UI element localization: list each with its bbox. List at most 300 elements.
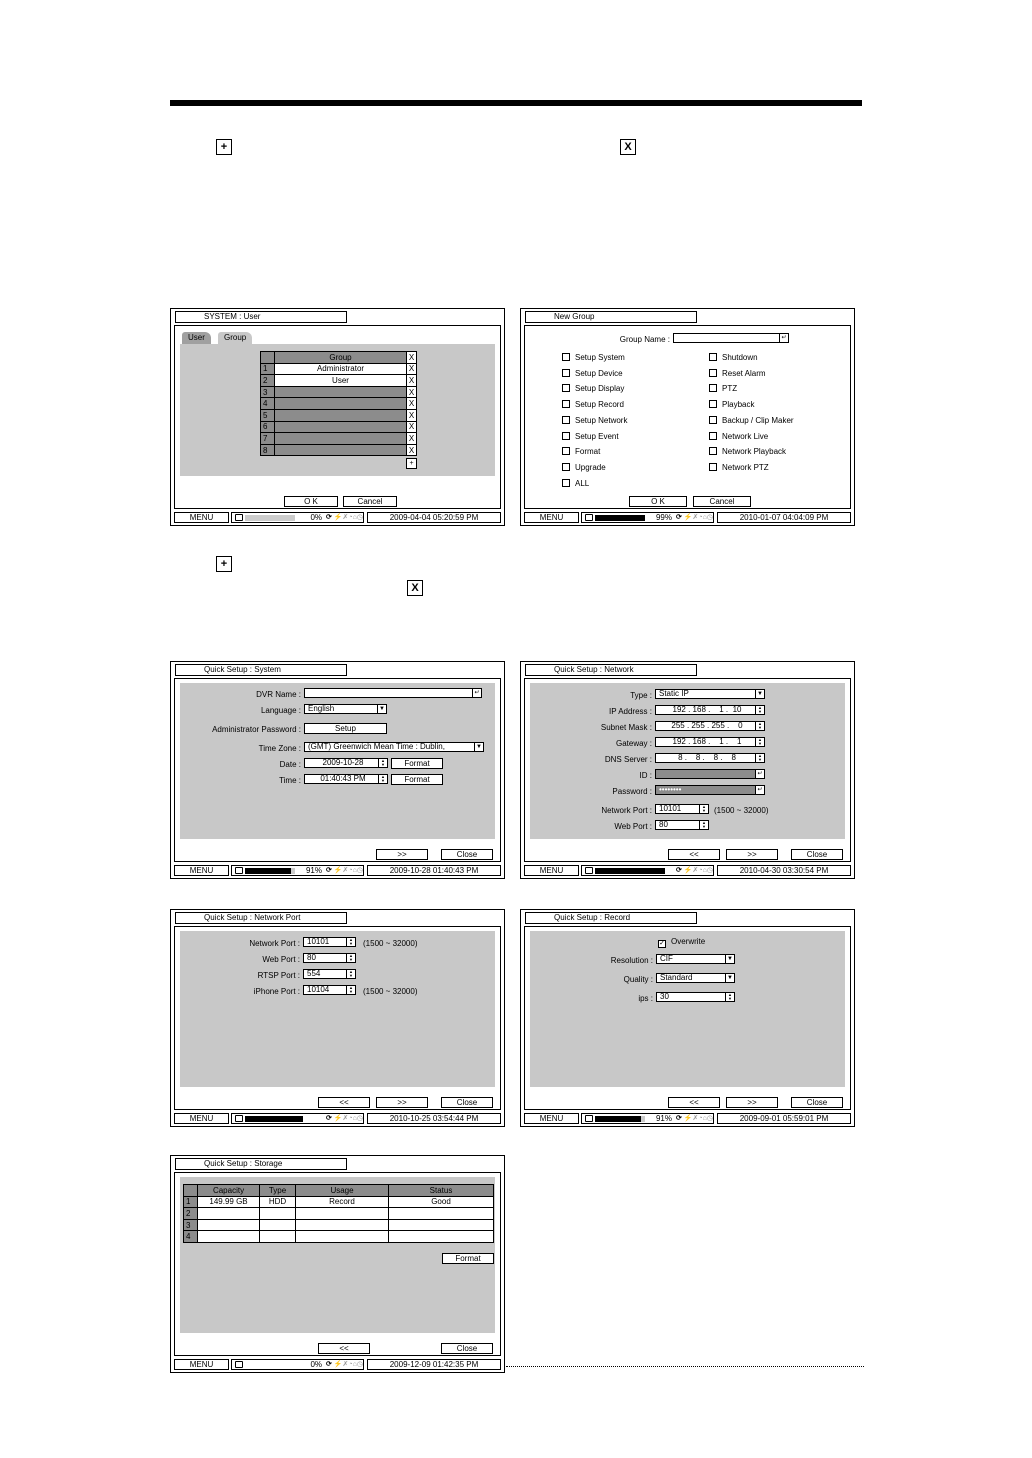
gateway-field[interactable] [655,737,765,747]
checkbox-icon [709,400,717,408]
group-row[interactable] [261,363,417,375]
group-row[interactable] [261,375,417,387]
hdd-usage-fill [595,1116,641,1122]
storage-capacity [198,1231,260,1243]
storage-type [260,1231,296,1243]
chevron-down-icon[interactable]: ▼ [725,974,734,982]
dns-server-field[interactable] [655,753,765,763]
time-zone-label: Time Zone : [258,744,301,753]
stepper-icon[interactable]: ▲ ▼ [725,993,734,1001]
port-range-hint: (1500 ~ 32000) [363,987,418,996]
screen-new-group [520,308,855,526]
next-button[interactable]: >> [726,1097,778,1108]
permission-label: Network Live [722,431,769,441]
hdd-percent: 0% [310,513,322,522]
group-row-name[interactable] [275,421,407,433]
date-field[interactable] [304,758,388,768]
status-icons: ⟳ ⚡✗◔⌂◷ [326,1115,363,1122]
plus-icon: + [216,556,232,572]
permission-checkbox[interactable] [709,353,758,362]
time-zone-value: (GMT) Greenwich Mean Time : Dublin, [308,742,445,751]
ip-address-value: 192 . 168 . 1 . 10 [672,705,742,714]
status-icons: ⟳ ⚡✗◔⌂◷ [676,1115,713,1122]
stepper-icon[interactable]: ▲ ▼ [755,754,764,762]
permission-label: Setup Display [575,384,625,394]
datetime: 2010-04-30 03:30:54 PM [717,865,851,876]
screen-title: Quick Setup : Record [525,912,697,924]
ips-field[interactable] [656,992,735,1002]
close-button[interactable]: Close [791,849,843,860]
storage-usage: Record [296,1196,389,1208]
hdd-status [581,512,714,523]
permission-label: Setup Record [575,400,624,410]
close-x-icon[interactable]: X [407,433,417,445]
permission-label: Setup System [575,353,625,362]
checkmark-icon: ✓ [659,940,665,947]
permission-checkbox[interactable] [709,416,794,425]
storage-capacity [198,1208,260,1220]
screen-quick-setup-network [520,661,855,879]
checkbox-icon [562,479,570,487]
plus-icon: + [216,139,232,155]
screen-title: Quick Setup : System [175,664,347,676]
hdd-usage-fill [245,868,291,874]
hdd-usage-bar [245,515,295,521]
network-port-label: Network Port : [601,806,652,815]
menu-button[interactable]: MENU [174,512,229,523]
permission-checkbox[interactable] [562,447,600,456]
permission-label: Format [575,447,601,457]
menu-button[interactable]: MENU [174,1359,229,1370]
cancel-button[interactable]: Cancel [693,496,751,507]
chevron-down-icon[interactable]: ▼ [725,955,734,963]
hdd-usage-bar [595,868,665,874]
hdd-icon [585,514,593,521]
status-bar [521,1111,854,1126]
datetime: 2010-01-07 04:04:09 PM [717,512,851,523]
group-row[interactable] [261,421,417,433]
setup-button[interactable]: Setup [304,723,387,734]
prev-button[interactable]: << [318,1343,370,1354]
time-value: 01:40:43 PM [320,774,366,783]
permission-label: Playback [722,400,755,410]
checkbox-icon [709,353,717,361]
enter-icon[interactable]: ↵ [472,689,481,697]
storage-row-number: 2 [184,1208,198,1220]
permission-checkbox[interactable] [709,369,766,378]
group-row-name[interactable] [275,398,407,410]
group-row-number: 7 [261,433,275,445]
overwrite-checkbox[interactable] [658,937,705,948]
hdd-usage-fill [245,1116,303,1122]
close-button[interactable]: Close [791,1097,843,1108]
hdd-usage-bar [245,1116,303,1122]
permission-checkbox[interactable] [709,432,768,441]
stepper-icon[interactable]: ▲ ▼ [378,759,387,767]
status-column-header: Status [389,1185,494,1197]
close-x-icon[interactable]: X [407,398,417,410]
enter-icon[interactable]: ↵ [779,334,788,342]
storage-capacity: 149.99 GB [198,1196,260,1208]
menu-button[interactable]: MENU [174,1113,229,1124]
web-port-label: Web Port : [262,955,300,964]
permission-checkbox[interactable] [709,384,737,393]
group-column-header: Group [275,352,407,364]
id-label: ID : [639,771,652,780]
add-group-button[interactable]: + [406,458,417,469]
group-row-name[interactable]: User [275,375,407,387]
network-port-field[interactable] [303,937,356,947]
rtsp-port-label: RTSP Port : [257,971,300,980]
subnet-mask-field[interactable] [655,721,765,731]
permission-checkbox[interactable] [562,479,589,488]
hdd-usage-fill [595,515,645,521]
permission-checkbox[interactable] [562,432,619,441]
storage-row-number: 1 [184,1196,198,1208]
chevron-down-icon[interactable]: ▼ [377,705,386,713]
storage-row-number: 3 [184,1219,198,1231]
screen-body [174,1172,501,1356]
date-label: Date : [279,760,301,769]
screen-body [174,678,501,862]
stepper-icon[interactable]: ▲ ▼ [378,775,387,783]
quality-select[interactable] [656,973,735,983]
type-column-header: Type [260,1185,296,1197]
storage-row[interactable] [184,1231,494,1243]
screen-body [174,926,501,1110]
group-row-name[interactable] [275,433,407,445]
password-value: •••••••• [659,785,682,794]
format-button[interactable]: Format [442,1253,494,1264]
permission-checkbox[interactable] [562,416,627,425]
dns-server-label: DNS Server : [604,755,652,764]
storage-table [183,1184,494,1243]
screen-title: New Group [525,311,697,323]
storage-type: HDD [260,1196,296,1208]
group-row[interactable] [261,409,417,421]
hdd-icon [235,514,243,521]
checkbox-icon [562,353,570,361]
time-zone-select[interactable] [304,742,484,752]
permission-checkbox[interactable] [562,400,624,409]
permission-checkbox[interactable] [709,463,769,472]
ips-label: ips : [638,994,653,1003]
network-port-label: Network Port : [249,939,300,948]
checkbox-icon [562,463,570,471]
storage-row[interactable] [184,1196,494,1208]
permission-checkbox[interactable] [709,400,754,409]
menu-button[interactable]: MENU [524,1113,579,1124]
group-table [260,351,417,456]
datetime: 2009-09-01 05:59:01 PM [717,1113,851,1124]
next-button[interactable]: >> [376,849,428,860]
ok-button[interactable]: O K [284,496,338,507]
checkbox-icon [709,369,717,377]
dvr-name-label: DVR Name : [256,690,301,699]
permission-label: Shutdown [722,353,758,362]
chevron-down-icon[interactable]: ▼ [474,743,483,751]
close-x-icon[interactable]: X [407,375,417,387]
group-row-number: 5 [261,409,275,421]
cancel-button[interactable]: Cancel [343,496,397,507]
permission-checkbox[interactable] [562,463,606,472]
group-row[interactable] [261,398,417,410]
gateway-label: Gateway : [615,739,652,748]
hdd-icon [235,1115,243,1122]
screen-quick-setup-storage [170,1155,505,1373]
gateway-value: 192 . 168 . 1 . 1 [672,737,742,746]
settings-panel [530,683,845,839]
enter-icon[interactable]: ↵ [755,786,764,794]
hdd-usage-fill [595,868,665,874]
screen-title: Quick Setup : Storage [175,1158,347,1170]
screen-title: SYSTEM : User [175,311,347,323]
stepper-icon[interactable]: ▲ ▼ [755,706,764,714]
storage-status [389,1231,494,1243]
permission-label: ALL [575,478,590,488]
settings-panel [530,931,845,1087]
status-icons: ⟳ ⚡✗◔⌂◷ [326,1361,363,1368]
permission-label: PTZ [722,384,738,394]
hdd-status [581,865,714,876]
date-format-button[interactable]: Format [391,758,443,769]
storage-table-corner [184,1185,198,1197]
storage-status: Good [389,1196,494,1208]
rtsp-port-field[interactable] [303,969,356,979]
hdd-icon [585,867,593,874]
permission-label: Setup Device [575,368,623,378]
storage-status [389,1219,494,1231]
storage-panel [180,1177,495,1333]
stepper-icon[interactable]: ▲ ▼ [346,938,355,946]
checkbox-icon [562,369,570,377]
permission-checkbox[interactable] [562,369,623,378]
type-value: Static IP [659,689,689,698]
datetime: 2009-12-09 01:42:35 PM [367,1359,501,1370]
resolution-value: CIF [660,954,673,963]
stepper-icon[interactable]: ▲ ▼ [346,970,355,978]
enter-icon[interactable]: ↵ [755,770,764,778]
group-table-corner [261,352,275,364]
status-bar [171,863,504,878]
stepper-icon[interactable]: ▲ ▼ [699,821,708,829]
status-bar [521,510,854,525]
type-select[interactable] [655,689,765,699]
hdd-status [231,1359,364,1370]
group-row-number: 8 [261,444,275,456]
hdd-usage-bar [595,515,645,521]
menu-button[interactable]: MENU [524,512,579,523]
storage-usage [296,1219,389,1231]
close-x-icon: X [407,580,423,596]
permission-label: Setup Event [575,431,619,441]
checkbox-icon [709,463,717,471]
quality-label: Quality : [623,975,653,984]
group-row-name[interactable] [275,444,407,456]
ok-button[interactable]: O K [629,496,687,507]
overwrite-label: Overwrite [671,937,706,946]
hdd-icon [235,1361,243,1368]
checkbox-icon [709,432,717,440]
prev-button[interactable]: << [668,1097,720,1108]
prev-button[interactable]: << [318,1097,370,1108]
screen-body [524,926,851,1110]
hdd-usage-bar [245,868,295,874]
datetime: 2009-10-28 01:40:43 PM [367,865,501,876]
hdd-icon [585,1115,593,1122]
group-row[interactable] [261,386,417,398]
permission-checkbox[interactable] [709,447,786,456]
group-row-number: 2 [261,375,275,387]
type-label: Type : [630,691,652,700]
ip-address-field[interactable] [655,705,765,715]
port-range-hint: (1500 ~ 32000) [714,806,769,815]
screen-quick-setup-record [520,909,855,1127]
status-icons: ⟳ ⚡✗◔⌂◷ [676,867,713,874]
time-label: Time : [279,776,301,785]
web-port-field[interactable] [303,953,356,963]
id-input[interactable] [655,769,765,779]
group-row[interactable] [261,444,417,456]
group-name-input[interactable] [673,333,789,343]
group-row-name[interactable] [275,409,407,421]
admin-password-label: Administrator Password : [212,725,301,734]
status-icons: ⟳ ⚡✗◔⌂◷ [326,867,363,874]
settings-panel [180,683,495,839]
hdd-percent: 91% [305,866,322,875]
prev-button[interactable]: << [668,849,720,860]
datetime: 2010-10-25 03:54:44 PM [367,1113,501,1124]
permission-label: Network Playback [722,447,787,457]
page-bottom-dotted-rule [506,1366,864,1367]
subnet-mask-label: Subnet Mask : [600,723,652,732]
stepper-icon[interactable]: ▲ ▼ [346,954,355,962]
date-value: 2009-10-28 [322,758,364,767]
dvr-name-input[interactable] [304,688,482,698]
checkbox-icon [709,416,717,424]
storage-usage [296,1231,389,1243]
checkbox-icon [709,447,717,455]
time-format-button[interactable]: Format [391,774,443,785]
permission-label: Upgrade [575,462,606,472]
group-row-name[interactable] [275,386,407,398]
storage-row[interactable] [184,1208,494,1220]
close-x-icon[interactable]: X [407,352,417,364]
dns-server-value: 8 . 8 . 8 . 8 [678,753,736,762]
hdd-status [231,512,364,523]
close-button[interactable]: Close [441,1097,493,1108]
stepper-icon[interactable]: ▲ ▼ [755,738,764,746]
capacity-column-header: Capacity [198,1185,260,1197]
stepper-icon[interactable]: ▲ ▼ [346,986,355,994]
language-select[interactable] [304,704,387,714]
group-row-number: 3 [261,386,275,398]
menu-button[interactable]: MENU [524,865,579,876]
screen-system-user [170,308,505,526]
permission-label: Reset Alarm [722,368,766,378]
group-row-number: 1 [261,363,275,375]
port-range-hint: (1500 ~ 32000) [363,939,418,948]
status-bar [521,863,854,878]
next-button[interactable]: >> [726,849,778,860]
storage-row[interactable] [184,1219,494,1231]
language-value: English [308,704,335,713]
tab-group[interactable]: Group [218,332,252,344]
close-x-icon[interactable]: X [407,444,417,456]
ip-address-label: IP Address : [609,707,652,716]
permission-checkbox[interactable] [562,353,625,362]
status-icons: ⟳ ⚡✗◔⌂◷ [326,514,363,521]
checkbox-icon [562,447,570,455]
menu-button[interactable]: MENU [174,865,229,876]
iphone-port-field[interactable] [303,985,356,995]
password-label: Password : [612,787,652,796]
hdd-status [581,1113,714,1124]
hdd-icon [235,867,243,874]
settings-panel [180,931,495,1087]
network-port-value: 10101 [307,937,330,946]
password-input[interactable] [655,785,765,795]
screen-quick-setup-network-port [170,909,505,1127]
ips-value: 30 [660,992,669,1001]
close-button[interactable]: Close [441,1343,493,1354]
storage-status [389,1208,494,1220]
stepper-icon[interactable]: ▲ ▼ [755,722,764,730]
resolution-select[interactable] [656,954,735,964]
tab-user[interactable]: User [182,332,211,344]
stepper-icon[interactable]: ▲ ▼ [699,805,708,813]
network-port-field[interactable] [655,804,709,814]
close-button[interactable]: Close [441,849,493,860]
group-row-name[interactable]: Administrator [275,363,407,375]
screen-body [524,678,851,862]
chevron-down-icon[interactable]: ▼ [755,690,764,698]
group-row[interactable] [261,433,417,445]
screen-body [174,325,501,509]
group-row-number: 4 [261,398,275,410]
language-label: Language : [260,706,301,715]
web-port-field[interactable] [655,820,709,830]
screen-body [524,325,851,509]
group-panel [180,344,495,476]
time-field[interactable] [304,774,388,784]
next-button[interactable]: >> [376,1097,428,1108]
web-port-value: 80 [307,953,316,962]
status-bar [171,1111,504,1126]
close-x-icon[interactable]: X [407,363,417,375]
iphone-port-value: 10104 [307,985,330,994]
permission-label: Backup / Clip Maker [722,415,794,425]
group-row-number: 6 [261,421,275,433]
quality-value: Standard [660,973,693,982]
network-port-value: 10101 [659,804,682,813]
hdd-usage-bar [595,1116,645,1122]
screen-title: Quick Setup : Network [525,664,697,676]
close-x-icon[interactable]: X [407,386,417,398]
screen-quick-setup-system [170,661,505,879]
checkbox-icon [562,432,570,440]
permission-label: Network PTZ [722,462,769,472]
subnet-mask-value: 255 . 255 . 255 . 0 [671,721,743,730]
checkbox-icon [562,416,570,424]
checkbox-icon [709,384,717,392]
close-x-icon[interactable]: X [407,409,417,421]
permission-checkbox[interactable] [562,384,624,393]
close-x-icon[interactable]: X [407,421,417,433]
hdd-status [231,1113,364,1124]
close-x-icon: X [620,139,636,155]
storage-capacity [198,1219,260,1231]
